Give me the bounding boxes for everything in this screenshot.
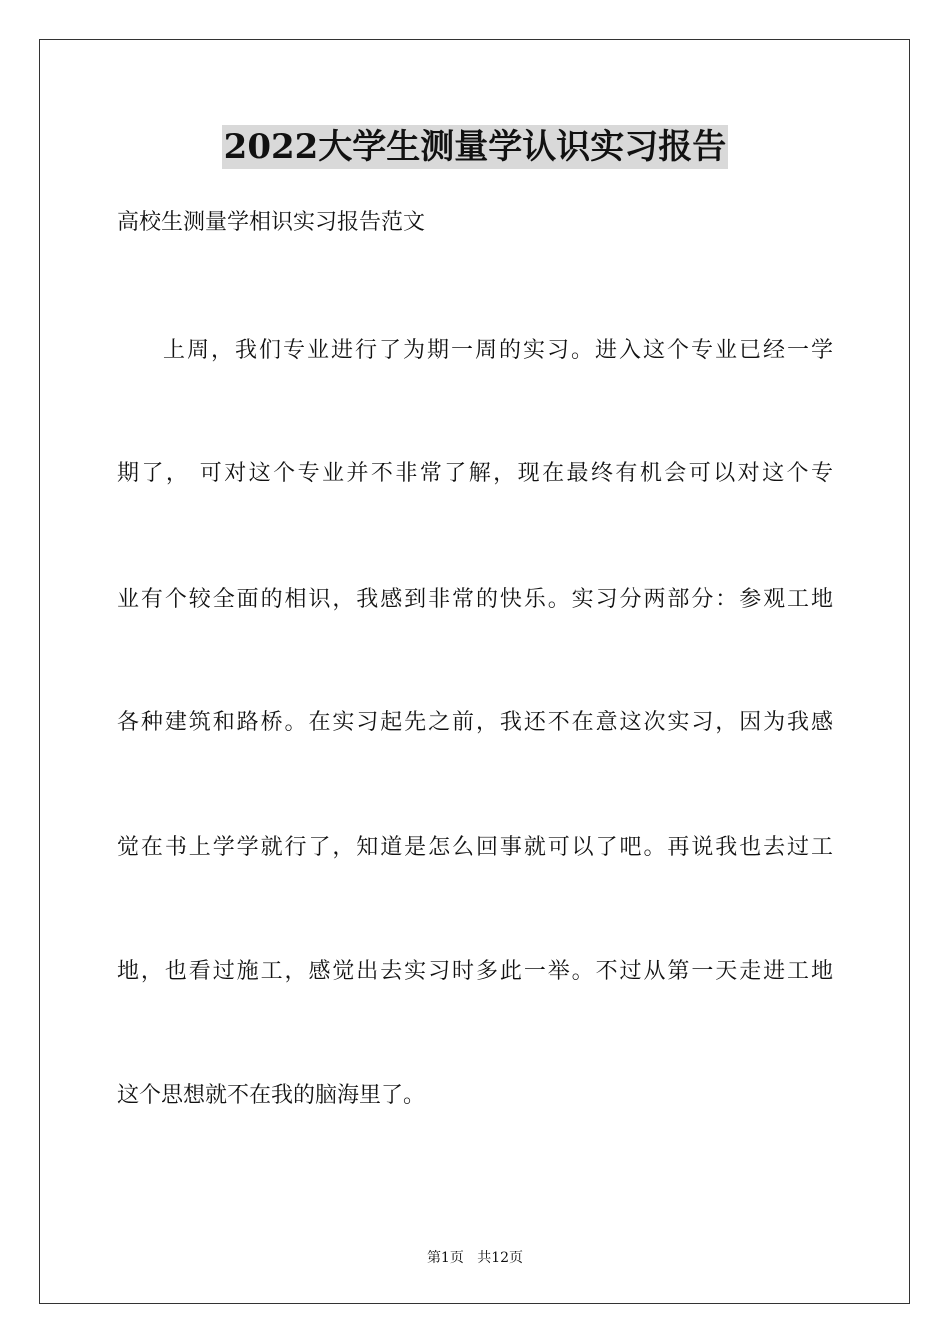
body-line-3: 业有个较全面的相识，我感到非常的快乐。实习分两部分：参观工地 bbox=[117, 587, 833, 612]
body-line-5: 觉在书上学学就行了，知道是怎么回事就可以了吧。再说我也去过工 bbox=[117, 835, 833, 860]
body-line-1: 上周，我们专业进行了为期一周的实习。进入这个专业已经一学 bbox=[163, 338, 833, 363]
footer-spacer bbox=[464, 1250, 477, 1266]
document-subtitle: 高校生测量学相识实习报告范文 bbox=[117, 210, 426, 235]
page-footer bbox=[0, 1248, 950, 1268]
title-container bbox=[0, 125, 950, 169]
body-line-7: 这个思想就不在我的脑海里了。 bbox=[117, 1083, 426, 1108]
document-title: 2022大学生测量学认识实习报告 bbox=[223, 127, 727, 167]
body-line-6: 地，也看过施工，感觉出去实习时多此一举。不过从第一天走进工地 bbox=[117, 959, 833, 984]
footer-current-page: 第1页 bbox=[426, 1250, 464, 1266]
footer-total-pages: 共12页 bbox=[477, 1250, 524, 1266]
body-line-2: 期了， 可对这个专业并不非常了解，现在最终有机会可以对这个专 bbox=[117, 461, 833, 486]
body-line-4: 各种建筑和路桥。在实习起先之前，我还不在意这次实习，因为我感 bbox=[117, 710, 833, 735]
